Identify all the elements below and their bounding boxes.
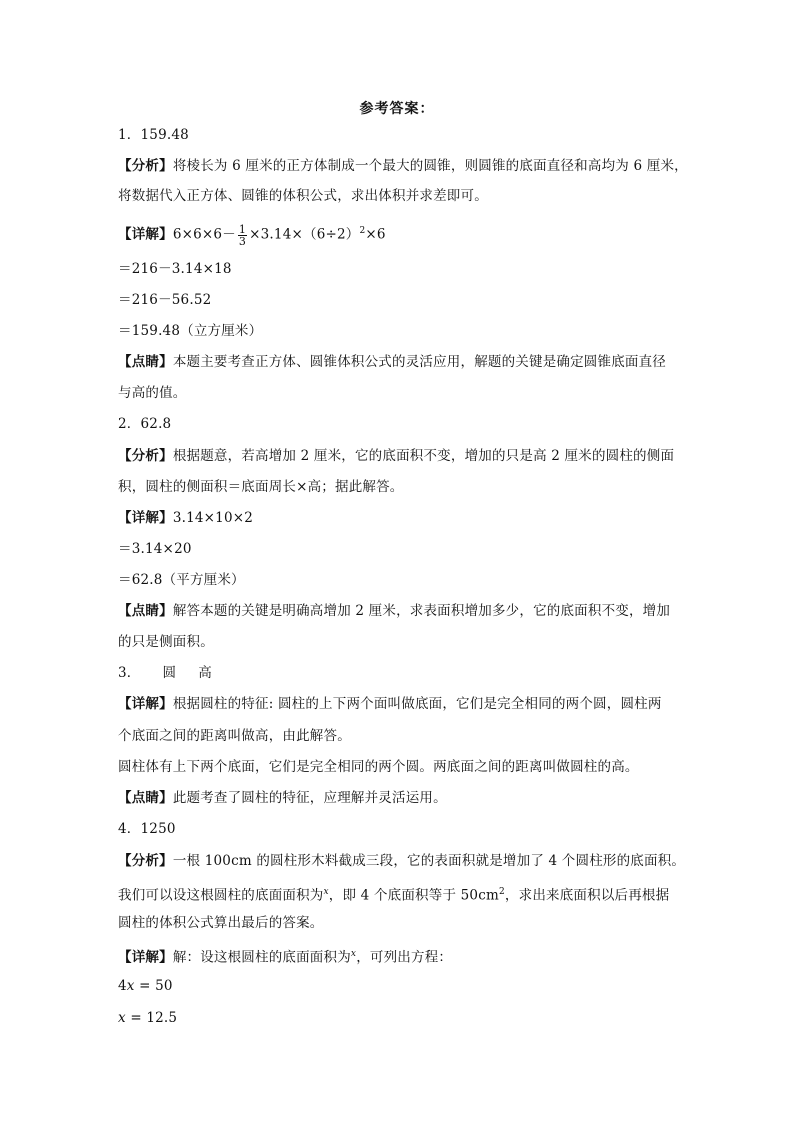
comment-tag: 【点睛】 <box>118 603 173 619</box>
analysis-tag: 【分析】 <box>118 158 173 174</box>
q1-step3: ＝159.48（立方厘米） <box>118 323 263 339</box>
q1-step2: ＝216－56.52 <box>118 292 212 308</box>
q1-answer: 1．159.48 <box>118 127 189 143</box>
q3-answer: 3． 圆 高 <box>118 665 212 681</box>
q2-step1: ＝3.14×20 <box>118 541 192 557</box>
q3-comment: 【点睛】此题考查了圆柱的特征，应理解并灵活运用。 <box>118 790 447 806</box>
page-title: 参考答案： <box>359 101 435 117</box>
q4-analysis-line1: 【分析】一根 100cm 的圆柱形木料截成三段，它的表面积就是增加了 4 个圆柱形的底面积。 <box>118 853 686 869</box>
q2-comment-line2: 的只是侧面积。 <box>118 634 214 650</box>
fraction-one-third: $\frac{1}{3}$ <box>238 222 247 248</box>
q2-comment-line1: 【点睛】解答本题的关键是明确高增加 2 厘米，求表面积增加多少，它的底面积不变，增加 <box>118 603 671 619</box>
q4-analysis-line2: 我们可以设这根圆柱的底面面积为$^x$，即 4 个底面积等于 $50cm^2$，求出来底面积以后再根据 <box>118 887 670 904</box>
q4-analysis-line3: 圆柱的体积公式算出最后的答案。 <box>118 915 324 931</box>
comment-tag: 【点睛】 <box>118 354 173 370</box>
q3-answer-1: 圆 <box>162 665 177 681</box>
q2-step2: ＝62.8（平方厘米） <box>118 572 245 588</box>
q3-detail-line1: 【详解】根据圆柱的特征: 圆柱的上下两个面叫做底面，它们是完全相同的两个圆，圆柱两 <box>118 696 662 712</box>
q2-answer: 2．62.8 <box>118 416 172 432</box>
q1-analysis-line2: 将数据代入正方体、圆锥的体积公式，求出体积并求差即可。 <box>118 188 488 204</box>
q2-detail: 【详解】3.14×10×2 <box>118 510 254 526</box>
analysis-tag: 【分析】 <box>118 853 173 869</box>
comment-tag: 【点睛】 <box>118 790 173 806</box>
detail-tag: 【详解】 <box>118 510 173 526</box>
q3-detail-line3: 圆柱体有上下两个底面，它们是完全相同的两个圆。两底面之间的距离叫做圆柱的高。 <box>118 759 639 775</box>
q1-comment-line1: 【点睛】本题主要考查正方体、圆锥体积公式的灵活应用，解题的关键是确定圆锥底面直径 <box>118 354 667 370</box>
q1-detail: 【详解】6×6×6－ $\frac{1}{3}$ $\times 3.14\times(6\div 2)^2\times 6$ <box>118 222 386 248</box>
q4-equation1: 4x = 50 <box>118 978 173 994</box>
q3-detail-line2: 个底面之间的距离叫做高，由此解答。 <box>118 728 351 744</box>
q2-analysis-line2: 积，圆柱的侧面积＝底面周长×高；据此解答。 <box>118 479 404 495</box>
detail-tag: 【详解】 <box>118 949 173 966</box>
q2-analysis-line1: 【分析】根据题意，若高增加 2 厘米，它的底面积不变，增加的只是高 2 厘米的圆柱的侧面 <box>118 448 675 464</box>
q4-detail: 【详解】解：设这根圆柱的底面面积为$^x$，可列出方程： <box>118 949 453 966</box>
q1-comment-line2: 与高的值。 <box>118 385 187 401</box>
detail-tag: 【详解】 <box>118 696 173 712</box>
q4-equation2: x = 12.5 <box>118 1010 178 1026</box>
q1-step1: ＝216－3.14×18 <box>118 261 232 277</box>
analysis-tag: 【分析】 <box>118 448 173 464</box>
q3-answer-2: 高 <box>198 665 212 681</box>
q4-answer: 4．1250 <box>118 821 176 837</box>
q1-analysis-line1: 【分析】将棱长为 6 厘米的正方体制成一个最大的圆锥，则圆锥的底面直径和高均为 6 厘米， <box>118 158 688 174</box>
detail-tag: 【详解】 <box>118 226 173 243</box>
